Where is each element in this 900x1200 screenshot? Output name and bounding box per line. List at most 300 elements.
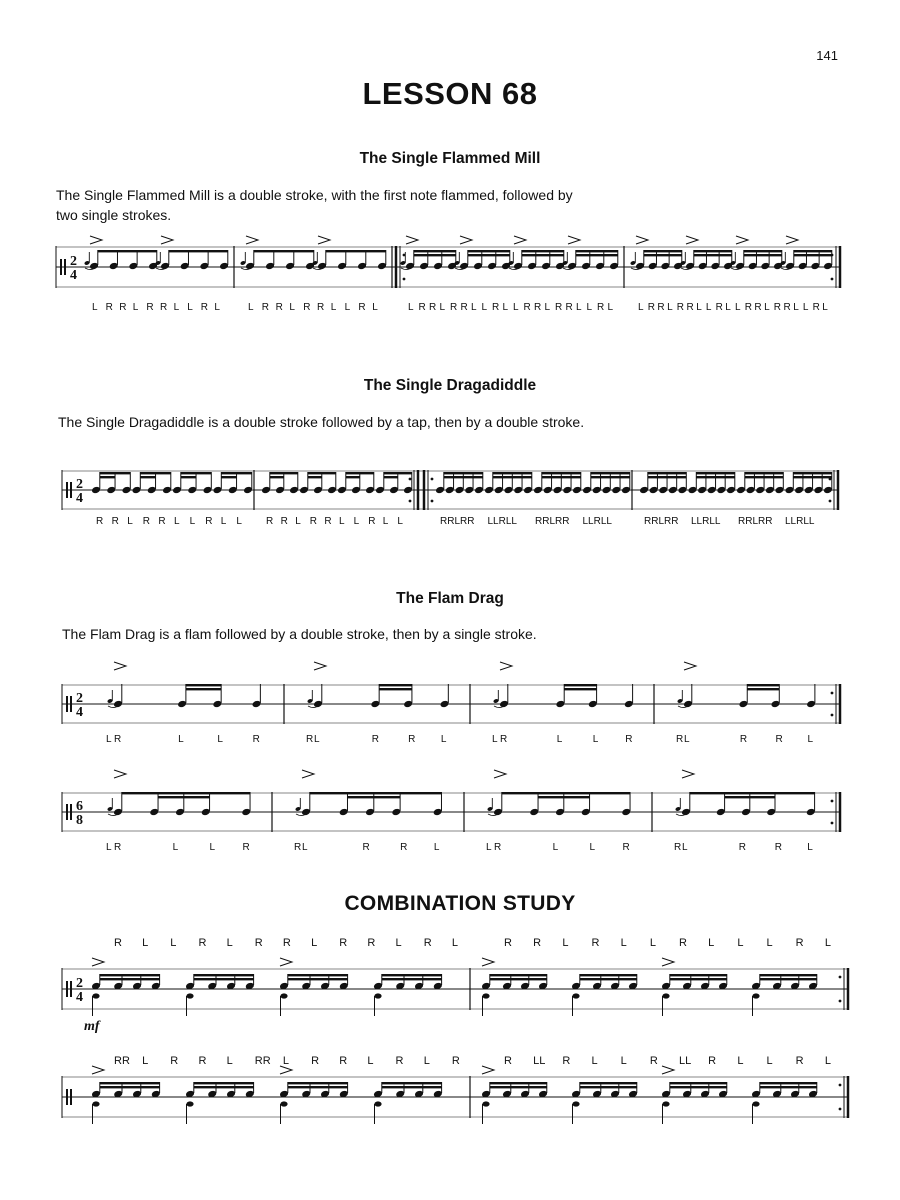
percussion-clef [70, 804, 72, 820]
beam [186, 684, 221, 686]
sticking-letter: L [330, 302, 337, 313]
bass-note [572, 1101, 579, 1106]
beam [414, 254, 456, 256]
beam [522, 254, 564, 256]
sticking-letter: L [302, 842, 308, 853]
sticking-letter: L [217, 734, 223, 745]
beam [745, 472, 784, 474]
percussion-clef [64, 259, 66, 275]
accent-mark [786, 236, 798, 244]
beam [644, 250, 682, 252]
accent-mark [92, 958, 104, 966]
sticking-letter: R [114, 937, 122, 949]
dynamic-mark: mf [84, 1019, 100, 1034]
beam [670, 1086, 727, 1088]
sticking-letter: R [358, 302, 366, 313]
beam [580, 978, 637, 980]
sticking-letter: R [339, 1055, 348, 1067]
beam [382, 978, 442, 980]
time-signature-top: 2 [76, 691, 83, 706]
sticking-letter: R [303, 302, 311, 313]
beam [181, 472, 212, 474]
beam [254, 250, 314, 252]
repeat-dot [431, 500, 434, 503]
sticking-letter: L [592, 734, 599, 745]
sticking-letter: L [737, 1055, 744, 1067]
sticking-letter: R [111, 516, 119, 527]
sticking-letter: R [597, 302, 605, 313]
sticking-letter: L [725, 302, 731, 313]
sticking-letter: R [679, 937, 687, 949]
section-description [56, 185, 573, 225]
sticking-letter: LL [679, 1055, 692, 1067]
sticking-letter: LL [533, 1055, 546, 1067]
beam [140, 476, 155, 478]
beam [794, 250, 832, 252]
bass-note [662, 993, 669, 998]
sticking-letter: L [209, 842, 216, 853]
sticking-letter: L [226, 1055, 233, 1067]
sticking-letter: R [460, 302, 468, 313]
sticking-letter: L [486, 842, 492, 853]
sticking-letter: L [106, 842, 112, 853]
bass-note [92, 993, 99, 998]
beam [694, 250, 732, 252]
repeat-dot [831, 800, 834, 803]
time-signature-top: 6 [76, 799, 83, 814]
sticking-letter: R [282, 937, 291, 949]
bass-note [280, 1101, 287, 1106]
accent-mark [314, 662, 326, 670]
bass-note [482, 1101, 489, 1106]
repeat-dot [829, 500, 832, 503]
sticking-letter: R [775, 734, 783, 745]
beam [468, 254, 510, 256]
beam [100, 1082, 160, 1084]
sticking-letter: R [657, 302, 665, 313]
beam [760, 1082, 817, 1084]
sticking-letter: RR [254, 1055, 271, 1067]
sticking-letter: LLRLL [582, 516, 612, 527]
beam [346, 472, 374, 474]
sticking-letter: R [266, 516, 274, 527]
sticking-letter: L [173, 302, 180, 313]
sticking-letter: L [178, 734, 184, 745]
sticking-letter: R [676, 734, 684, 745]
beam [100, 472, 131, 474]
section-title-flam-drag: The Flam Drag [396, 590, 504, 607]
sticking-letter: R [119, 302, 127, 313]
beam [493, 472, 532, 474]
repeat-dot [831, 714, 834, 717]
sticking-letter: R [534, 302, 542, 313]
description-line: The Single Flammed Mill is a double stroke, with the first note flammed, followed by [56, 187, 573, 203]
beam [580, 974, 637, 976]
sticking-letter: R [324, 516, 332, 527]
percussion-clef [70, 482, 72, 498]
accent-mark [482, 958, 494, 966]
section-title-single-dragadiddle: The Single Dragadiddle [363, 377, 537, 394]
beam [745, 476, 784, 478]
bass-note [374, 993, 381, 998]
time-signature-bottom: 4 [76, 705, 83, 720]
accent-mark [500, 662, 512, 670]
repeat-dot [839, 1084, 842, 1087]
beam [648, 472, 687, 474]
sticking-letter: L [344, 302, 351, 313]
sticking-letter: RR [114, 1055, 130, 1067]
bass-note [186, 993, 193, 998]
repeat-dot [839, 1108, 842, 1111]
percussion-clef [66, 804, 68, 820]
beam [542, 476, 581, 478]
percussion-clef [66, 482, 68, 498]
sticking-letter: L [705, 302, 712, 313]
staff-combination-line-2 [0, 1052, 900, 1152]
beam [747, 688, 779, 690]
bass-note [374, 1101, 381, 1106]
sticking-letter: L [793, 302, 799, 313]
sticking-letter: R [504, 937, 512, 949]
percussion-clef [70, 1089, 72, 1105]
repeat-dot [839, 976, 842, 979]
section-title-single-flammed-mill: The Single Flammed Mill [359, 150, 541, 167]
sticking-letter: L [620, 937, 627, 949]
staff-combination-line-1 [0, 930, 900, 1045]
sticking-letter: L [226, 937, 233, 949]
repeat-dot [403, 278, 406, 281]
sticking-letter: L [106, 734, 112, 745]
beam [270, 472, 298, 474]
beam [490, 1082, 547, 1084]
repeat-dot [409, 500, 412, 503]
sticking-letter: R [739, 734, 748, 745]
percussion-clef [60, 259, 62, 275]
beam [98, 250, 157, 252]
percussion-clef [70, 696, 72, 712]
sticking-letter: R [774, 842, 783, 853]
sticking-letter: L [822, 302, 828, 313]
accent-mark [482, 1066, 494, 1074]
sticking-letter: R [339, 937, 348, 949]
sticking-letter: L [737, 937, 744, 949]
sticking-letter: R [622, 842, 630, 853]
beam [288, 978, 348, 980]
accent-mark [318, 236, 330, 244]
sticking-letter: R [494, 842, 502, 853]
beam [100, 1086, 160, 1088]
section-title-combination-study: COMBINATION STUDY [344, 892, 576, 915]
sticking-letter: L [586, 302, 593, 313]
sticking-letter: R [647, 302, 655, 313]
sticking-letter: R [555, 302, 563, 313]
sticking-letter: L [170, 937, 177, 949]
sticking-letter: L [248, 302, 254, 313]
sticking-letter: R [146, 302, 154, 313]
sticking-letter: L [282, 1055, 290, 1067]
beam [346, 476, 360, 478]
sticking-letter: LLRLL [785, 516, 815, 527]
beam [591, 476, 630, 478]
beam [181, 476, 196, 478]
beam [379, 684, 412, 686]
bass-note [752, 993, 759, 998]
beam [100, 978, 160, 980]
beam [542, 472, 581, 474]
beam [576, 250, 618, 252]
accent-mark [406, 236, 418, 244]
beam [644, 254, 682, 256]
beam [490, 1086, 547, 1088]
sticking-letter: R [309, 516, 318, 527]
sticking-letter: R [317, 302, 325, 313]
time-signature-bottom: 4 [70, 268, 77, 283]
accent-mark [161, 236, 173, 244]
sticking-letter: R [533, 937, 542, 949]
sticking-letter: R [492, 302, 500, 313]
description-line: The Flam Drag is a flam followed by a double stroke, then by a single stroke. [62, 626, 537, 642]
sticking-letter: R [773, 302, 782, 313]
beam [793, 472, 832, 474]
sticking-letter: L [395, 937, 402, 949]
accent-mark [302, 770, 314, 778]
time-signature-top: 2 [76, 976, 83, 991]
bass-note [572, 993, 579, 998]
beam [169, 250, 228, 252]
sticking-letter: L [696, 302, 702, 313]
sticking-letter: L [807, 842, 813, 853]
sticking-letter: L [576, 302, 582, 313]
sticking-letter: L [353, 516, 360, 527]
sticking-letter: R [450, 302, 458, 313]
sticking-letter: L [649, 937, 656, 949]
sticking-letter: R [504, 1055, 512, 1067]
sticking-letter: R [686, 302, 694, 313]
accent-mark [736, 236, 748, 244]
beam [580, 1086, 637, 1088]
sticking-letter: L [766, 1055, 773, 1067]
lesson-title: LESSON 68 [362, 76, 538, 111]
sticking-letter: R [744, 302, 752, 313]
beam [490, 974, 547, 976]
repeat-dot [839, 1000, 842, 1003]
beam [270, 476, 284, 478]
description-line: The Single Dragadiddle is a double stroke followed by a tap, then by a double stroke. [58, 414, 585, 430]
sticking-letter: L [142, 1055, 149, 1067]
percussion-clef [66, 696, 68, 712]
beam [576, 254, 618, 256]
sticking-letter: L [174, 516, 180, 527]
beam [744, 254, 782, 256]
beam [760, 1086, 817, 1088]
beam [760, 978, 817, 980]
sticking-letter: L [766, 937, 773, 949]
sticking-letter: L [451, 937, 458, 949]
sticking-letter: L [127, 516, 133, 527]
sticking-letter: R [205, 516, 213, 527]
sticking-letter: R [451, 1055, 460, 1067]
beam [793, 476, 832, 478]
accent-mark [280, 958, 292, 966]
sticking-letter: L [142, 937, 149, 949]
time-signature-top: 2 [76, 477, 83, 492]
sticking-letter: L [824, 1055, 831, 1067]
beam [648, 476, 687, 478]
repeat-dot [831, 822, 834, 825]
accent-mark [568, 236, 580, 244]
sticking-letter: L [544, 302, 551, 313]
sticking-letter: R [523, 302, 531, 313]
beam [696, 476, 735, 478]
sticking-letter: R [625, 734, 633, 745]
accent-mark [682, 770, 694, 778]
sticking-letter: L [802, 302, 809, 313]
sticking-letter: L [220, 516, 227, 527]
sticking-letter: L [591, 1055, 598, 1067]
beam [747, 684, 779, 686]
beam [158, 796, 210, 798]
accent-mark [114, 662, 126, 670]
beam [744, 250, 782, 252]
sticking-letter: R [715, 302, 723, 313]
accent-mark [636, 236, 648, 244]
sticking-letter: R [562, 1055, 571, 1067]
beam [122, 792, 250, 794]
sticking-letter: L [397, 516, 403, 527]
accent-mark [246, 236, 258, 244]
beam [326, 250, 386, 252]
sticking-letter: R [500, 734, 508, 745]
beam [310, 792, 442, 794]
sticking-letter: L [367, 1055, 374, 1067]
beam [379, 688, 412, 690]
sticking-letter: L [382, 516, 389, 527]
beam [194, 974, 254, 976]
sticking-letter: R [565, 302, 573, 313]
sticking-letter: R [254, 937, 263, 949]
sticking-letter: R [252, 734, 260, 745]
accent-mark [514, 236, 526, 244]
sticking-letter: L [289, 302, 295, 313]
accent-mark [662, 958, 674, 966]
sticking-letter: L [552, 842, 559, 853]
sticking-letter: L [556, 734, 563, 745]
beam [194, 1082, 254, 1084]
beam [444, 476, 483, 478]
sticking-letter: R [198, 937, 207, 949]
sticking-letter: R [408, 734, 416, 745]
sticking-letter: L [187, 302, 193, 313]
beam [288, 1086, 348, 1088]
accent-mark [92, 1066, 104, 1074]
sticking-letter: L [481, 302, 488, 313]
beam [288, 974, 348, 976]
beam [670, 978, 727, 980]
sticking-letter: R [362, 842, 370, 853]
sticking-letter: L [439, 302, 446, 313]
sticking-letter: L [92, 302, 98, 313]
sticking-letter: RRLRR [535, 516, 570, 527]
beam [186, 688, 221, 690]
sticking-letter: L [132, 302, 139, 313]
sticking-letter: L [807, 734, 814, 745]
sticking-letter: R [105, 302, 113, 313]
sticking-letter: R [261, 302, 270, 313]
sticking-letter: R [160, 302, 168, 313]
accent-mark [662, 1066, 674, 1074]
sticking-letter: L [735, 302, 741, 313]
staff-single-flammed-mill [0, 236, 900, 316]
sticking-letter: L [620, 1055, 627, 1067]
beam [100, 476, 115, 478]
sticking-letter: L [513, 302, 519, 313]
sticking-letter: L [295, 516, 301, 527]
sticking-letter: L [440, 734, 447, 745]
sticking-letter: L [314, 734, 320, 745]
sticking-letter: R [96, 516, 104, 527]
beam [384, 472, 412, 474]
beam [140, 472, 171, 474]
sticking-letter: R [294, 842, 302, 853]
sticking-letter: L [471, 302, 477, 313]
sticking-letter: L [667, 302, 673, 313]
bass-note [752, 1101, 759, 1106]
repeat-dot [431, 478, 434, 481]
sticking-letter: L [764, 302, 770, 313]
sticking-letter: R [423, 937, 432, 949]
sticking-letter: L [339, 516, 345, 527]
sticking-letter: LLRLL [691, 516, 721, 527]
page-number: 141 [816, 48, 838, 63]
sticking-letter: R [275, 302, 283, 313]
staff-single-dragadiddle [0, 460, 900, 530]
beam [194, 978, 254, 980]
beam [502, 792, 630, 794]
sticking-letter: R [418, 302, 426, 313]
sticking-letter: R [812, 302, 820, 313]
accent-mark [460, 236, 472, 244]
time-signature-bottom: 4 [76, 990, 83, 1005]
sticking-letter: R [674, 842, 682, 853]
percussion-clef [70, 981, 72, 997]
beam [794, 254, 832, 256]
accent-mark [684, 662, 696, 670]
sticking-letter: L [824, 937, 831, 949]
beam [670, 1082, 727, 1084]
beam [694, 254, 732, 256]
percussion-clef [66, 981, 68, 997]
sticking-letter: R [738, 842, 747, 853]
beam [522, 250, 564, 252]
beam [221, 476, 236, 478]
beam [308, 472, 336, 474]
beam [493, 476, 532, 478]
sticking-letter: RRLRR [738, 516, 773, 527]
sticking-letter: L [589, 842, 596, 853]
beam [382, 1086, 442, 1088]
sticking-letter: R [591, 937, 600, 949]
sticking-letter: R [395, 1055, 404, 1067]
sticking-letter: L [311, 937, 318, 949]
sticking-letter: L [189, 516, 196, 527]
sticking-letter: L [423, 1055, 430, 1067]
sticking-letter: R [795, 1055, 804, 1067]
sticking-letter: R [649, 1055, 658, 1067]
sticking-letter: R [114, 734, 122, 745]
beam [382, 1082, 442, 1084]
sticking-letter: L [708, 937, 715, 949]
bass-note [280, 993, 287, 998]
